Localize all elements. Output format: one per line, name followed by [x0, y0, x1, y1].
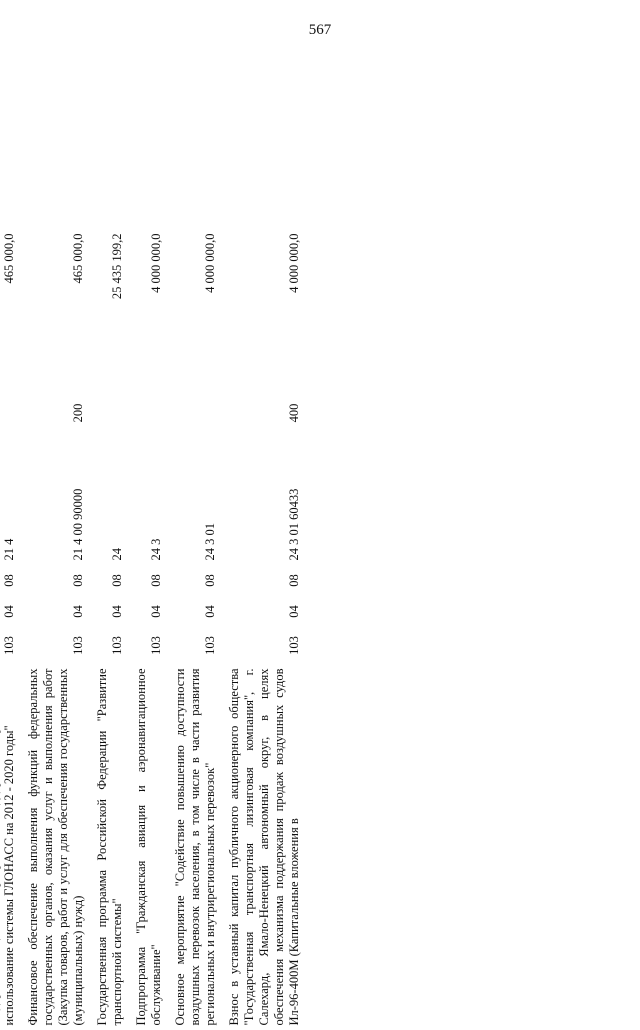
row-sum: 465 000,0: [2, 233, 16, 284]
row-vr: 400: [287, 403, 301, 423]
row-name: Взнос в уставный капитал публичного акционерного общества "Государственная транспортная лизинговая компания", г. Салехард, Ямало-Ненецкий автономный округ, в целях обеспечения механизма поддержания продаж воздушных судов Ил-96-400М (Капитальные вложения в: [227, 668, 301, 1026]
row-pr: 08: [287, 574, 301, 587]
table-row: [22, 230, 91, 1030]
row-name: Финансовое обеспечение выполнения функций федеральных государственных органов, оказания услуг и выполнения работ (Закупка товаров, работ и услуг для обеспечения государственных (муниципальных) нужд): [26, 668, 85, 1026]
row-name: Государственная программа Российской Федерации "Развитие транспортной системы": [95, 668, 124, 1026]
row-vr: [91, 382, 130, 445]
row-pr: 08: [149, 574, 163, 587]
table-row: [0, 230, 22, 1030]
row-rz: 04: [149, 605, 163, 618]
row-rz: 04: [287, 605, 301, 618]
row-min: 103: [203, 636, 217, 655]
table-row: [91, 230, 130, 1030]
row-sum: 4 000 000,0: [287, 233, 301, 293]
rotated-table-container: [0, 230, 344, 1030]
row-pr: 08: [2, 574, 16, 587]
row-pr: 08: [71, 574, 85, 587]
row-name: использование системы ГЛОНАСС на 2012 - 2020 годы": [2, 725, 16, 1026]
table-row: [169, 230, 223, 1030]
row-vr: [130, 382, 169, 445]
row-rz: 04: [110, 605, 124, 618]
row-csr: 24 3: [149, 538, 163, 561]
row-rz: 04: [71, 605, 85, 618]
budget-table: [0, 229, 307, 1030]
row-vr: [169, 382, 223, 445]
row-name: Подпрограмма "Гражданская авиация и аэронавигационное обслуживание": [134, 668, 163, 1026]
row-csr: 24 3 01 60433: [287, 488, 301, 561]
row-rz: 04: [2, 605, 16, 618]
page-number: 567: [308, 22, 332, 38]
row-vr: 200: [71, 403, 85, 423]
row-min: 103: [287, 636, 301, 655]
row-sum: 25 435 199,2: [110, 233, 124, 300]
row-csr: 21 4: [2, 538, 16, 561]
row-rz: 04: [203, 605, 217, 618]
row-csr: 24 3 01: [203, 523, 217, 561]
row-min: 103: [149, 636, 163, 655]
row-csr: 24: [110, 548, 124, 561]
row-min: 103: [2, 636, 16, 655]
row-sum: 465 000,0: [71, 233, 85, 284]
row-pr: 08: [110, 574, 124, 587]
row-pr: 08: [203, 574, 217, 587]
table-row: [130, 230, 169, 1030]
row-sum: 4 000 000,0: [203, 233, 217, 293]
row-min: 103: [110, 636, 124, 655]
row-csr: 21 4 00 90000: [71, 488, 85, 561]
row-min: 103: [71, 636, 85, 655]
row-name: Основное мероприятие "Содействие повышению доступности воздушных перевозок населения, в том числе в части развития региональных и внутрирегиональных перевозок": [173, 668, 217, 1026]
table-row: [223, 230, 307, 1030]
row-vr: [0, 382, 22, 445]
row-sum: 4 000 000,0: [149, 233, 163, 293]
